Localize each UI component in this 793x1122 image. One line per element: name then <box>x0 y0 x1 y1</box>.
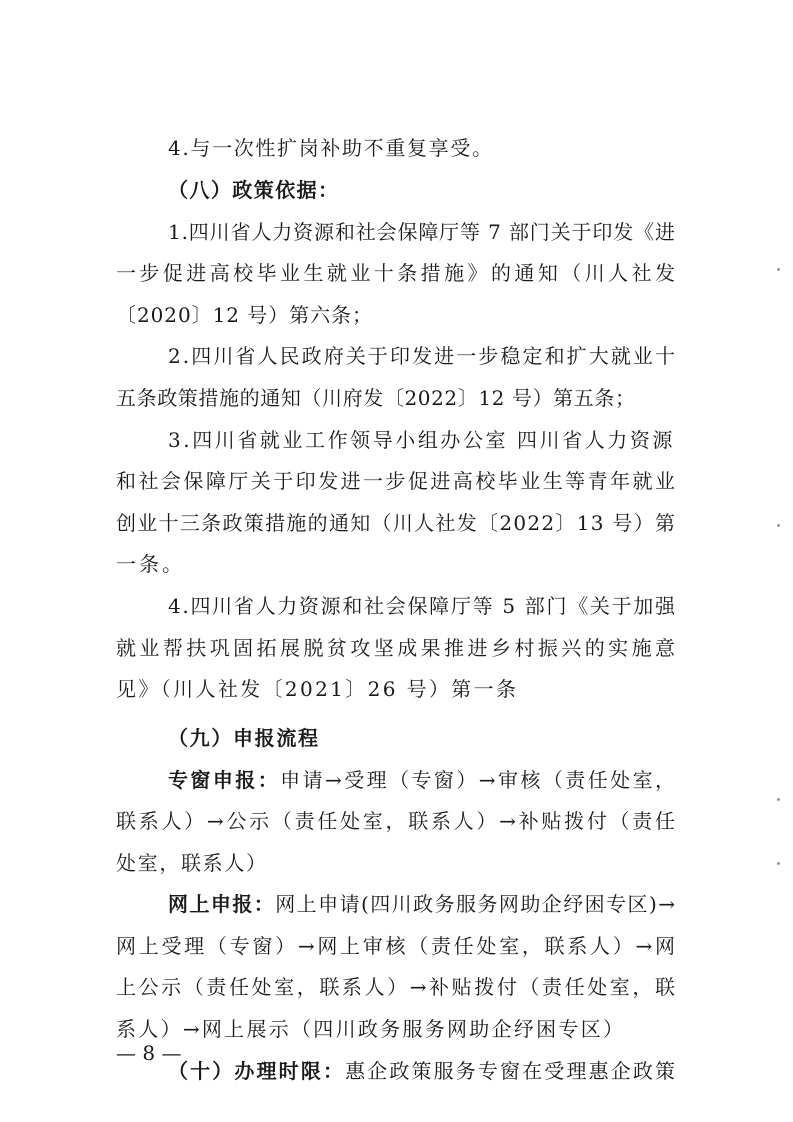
line-text: 和社会保障厅关于印发进一步促进高校毕业生等青年就业 <box>116 469 678 493</box>
line-text: 网上申请(四川政务服务网助企纾困专区)→ <box>275 892 677 916</box>
scan-mark <box>777 524 780 527</box>
text-line <box>168 427 675 453</box>
line-text: 见》（川人社发〔2021〕26 号）第一条 <box>116 677 519 701</box>
line-text: 4.与一次性扩岗补助不重复享受。 <box>168 136 494 160</box>
text-line <box>168 891 676 917</box>
line-text: 一条。 <box>116 552 185 576</box>
scan-mark <box>777 862 780 865</box>
text-line <box>168 593 677 619</box>
text-line <box>168 767 677 793</box>
text-line <box>168 343 677 369</box>
text-line <box>116 302 373 328</box>
text-line <box>116 808 678 834</box>
line-text: 一步促进高校毕业生就业十条措施》的通知（川人社发 <box>116 261 679 285</box>
line-text: （八）政策依据： <box>168 178 340 202</box>
line-text: 上公示（责任处室，联系人）→补贴拨付（责任处室，联 <box>116 975 678 999</box>
line-text: 创业十三条政策措施的通知（川人社发〔2022〕13 号）第 <box>116 511 677 535</box>
text-line <box>116 1016 625 1042</box>
line-text: 五条政策措施的通知（川府发〔2022〕12 号）第五条； <box>116 386 636 410</box>
text-line <box>116 260 678 286</box>
text-line <box>168 135 494 161</box>
text-line <box>116 933 678 959</box>
inline-label: （十）办理时限： <box>168 1059 346 1083</box>
inline-label: 网上申报： <box>168 892 276 916</box>
text-line <box>168 1058 677 1084</box>
line-text: 系人）→网上展示（四川政务服务网助企纾困专区） <box>116 1017 626 1041</box>
line-text: 申请→受理（专窗）→审核（责任处室， <box>280 768 678 792</box>
line-text: 就业帮扶巩固拓展脱贫攻坚成果推进乡村振兴的实施意 <box>116 636 679 660</box>
text-line <box>116 676 518 702</box>
line-text: 1.四川省人力资源和社会保障厅等 7 部门关于印发《进 <box>168 220 676 244</box>
scan-mark <box>777 268 780 271</box>
line-text: 网上受理（专窗）→网上审核（责任处室，联系人）→网 <box>116 934 678 958</box>
line-text: 惠企政策服务专窗在受理惠企政策 <box>345 1059 678 1083</box>
scan-mark <box>777 798 780 801</box>
line-text: 〔2020〕12 号）第六条； <box>116 303 373 327</box>
line-text: （九）申报流程 <box>168 726 320 750</box>
text-line <box>116 850 268 876</box>
text-line <box>116 551 185 577</box>
text-line <box>116 974 678 1000</box>
section-heading <box>168 725 320 751</box>
text-line <box>116 510 676 536</box>
line-text: 处室，联系人） <box>116 851 268 875</box>
text-line <box>116 385 636 411</box>
inline-label: 专窗申报： <box>168 768 281 792</box>
line-text: 2.四川省人民政府关于印发进一步稳定和扩大就业十 <box>168 344 678 368</box>
page-number: — 8 — <box>116 1041 182 1065</box>
text-line <box>116 468 677 494</box>
line-text: 4.四川省人力资源和社会保障厅等 5 部门《关于加强 <box>168 594 677 618</box>
line-text: 3.四川省就业工作领导小组办公室 四川省人力资源 <box>168 428 675 452</box>
text-line <box>116 635 678 661</box>
text-line <box>168 219 676 245</box>
line-text: 联系人）→公示（责任处室，联系人）→补贴拨付（责任 <box>116 809 678 833</box>
section-heading <box>168 177 339 203</box>
